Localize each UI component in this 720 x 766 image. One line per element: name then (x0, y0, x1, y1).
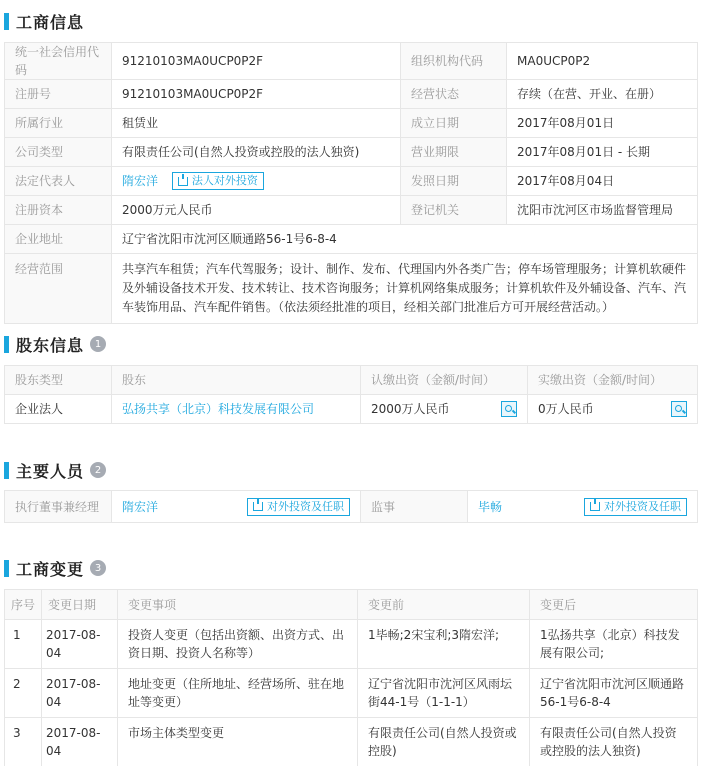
table-row (5, 254, 698, 324)
table-row (5, 167, 698, 196)
label-company-type: 公司类型 (5, 138, 112, 167)
label-legal-rep: 法定代表人 (5, 167, 112, 196)
value-industry: 租赁业 (112, 109, 401, 138)
change-before: 有限责任公司(自然人投资或控股) (358, 718, 530, 766)
label-status: 经营状态 (401, 80, 507, 109)
table-header-row (5, 590, 698, 620)
value-legal-rep (112, 167, 401, 196)
section-accent-bar (4, 560, 9, 577)
change-item: 地址变更（住所地址、经营场所、驻在地址等变更） (118, 669, 358, 718)
subscribed-amount: 2000万人民币 (371, 402, 450, 416)
paid-amount: 0万人民币 (538, 402, 594, 416)
shareholders-heading (4, 333, 106, 355)
change-no: 1 (5, 620, 42, 669)
value-founded: 2017年08月01日 (507, 109, 698, 138)
shareholder-type: 企业法人 (5, 395, 112, 424)
shareholder-name-cell (112, 395, 361, 424)
table-row (5, 196, 698, 225)
table-row (5, 80, 698, 109)
label-credit-code: 统一社会信用代码 (5, 43, 112, 80)
header-type: 股东类型 (5, 366, 112, 395)
key-personnel-heading (4, 459, 106, 481)
label-reg-no: 注册号 (5, 80, 112, 109)
business-info-table (4, 42, 698, 324)
table-row (5, 43, 698, 80)
download-tray-icon (590, 502, 600, 511)
change-no: 2 (5, 669, 42, 718)
header-subscribed: 认缴出资（金额/时间） (361, 366, 528, 395)
change-date: 2017-08-04 (42, 620, 118, 669)
section-title: 工商信息 (16, 12, 85, 32)
table-row (5, 138, 698, 167)
table-row (5, 718, 698, 766)
change-after: 辽宁省沈阳市沈河区顺通路56-1号6-8-4 (530, 669, 698, 718)
label-scope: 经营范围 (5, 254, 112, 324)
value-capital: 2000万元人民币 (112, 196, 401, 225)
table-header-row (5, 366, 698, 395)
table-row (5, 669, 698, 718)
change-date: 2017-08-04 (42, 669, 118, 718)
value-term: 2017年08月01日 - 长期 (507, 138, 698, 167)
table-row (5, 225, 698, 254)
button-label: 法人对外投资 (191, 174, 258, 188)
change-before: 辽宁省沈阳市沈河区风雨坛街44-1号（1-1-1） (358, 669, 530, 718)
value-scope: 共享汽车租赁；汽车代驾服务；设计、制作、发布、代理国内外各类广告；停车场管理服务；计算机软硬件及外辅设备技术开发、技术转让、技术咨询服务；计算机网络集成服务；计算机软件及外辅设备、汽车、汽车装饰用品、汽车配件销售。（依法须经批准的项目，经相关部门批准后方可开展经营活动。） (112, 254, 698, 324)
search-icon (505, 405, 512, 412)
label-founded: 成立日期 (401, 109, 507, 138)
table-row (5, 620, 698, 669)
value-status: 存续（在营、开业、在册） (507, 80, 698, 109)
header-no: 序号 (5, 590, 42, 620)
shareholders-table (4, 365, 698, 424)
search-icon (675, 405, 682, 412)
change-after: 有限责任公司(自然人投资或控股的法人独资) (530, 718, 698, 766)
header-item: 变更事项 (118, 590, 358, 620)
subscribed-detail-button[interactable] (501, 401, 517, 417)
shareholder-name-link[interactable]: 弘扬共享（北京）科技发展有限公司 (122, 402, 315, 416)
person-name-link[interactable]: 毕畅 (478, 499, 503, 514)
value-company-type: 有限责任公司(自然人投资或控股的法人独资) (112, 138, 401, 167)
change-no: 3 (5, 718, 42, 766)
download-tray-icon (253, 502, 263, 511)
change-before: 1毕畅;2宋宝利;3隋宏洋; (358, 620, 530, 669)
table-row (5, 395, 698, 424)
value-authority: 沈阳市沈河区市场监督管理局 (507, 196, 698, 225)
change-item: 市场主体类型变更 (118, 718, 358, 766)
section-accent-bar (4, 336, 9, 353)
count-badge: 3 (90, 560, 106, 576)
business-info-heading (4, 10, 84, 32)
investment-positions-button[interactable] (247, 498, 350, 516)
header-paid: 实缴出资（金额/时间） (528, 366, 698, 395)
value-address: 辽宁省沈阳市沈河区顺通路56-1号6-8-4 (112, 225, 698, 254)
subscribed-cell (361, 395, 528, 424)
count-badge: 1 (90, 336, 106, 352)
legal-rep-link[interactable]: 隋宏洋 (122, 173, 159, 188)
label-issue-date: 发照日期 (401, 167, 507, 196)
paid-detail-button[interactable] (671, 401, 687, 417)
value-org-code: MA0UCP0P2 (507, 43, 698, 80)
person-name-link[interactable]: 隋宏洋 (122, 499, 159, 514)
section-title: 主要人员 (16, 461, 85, 481)
legal-rep-investment-button[interactable] (172, 172, 264, 190)
person-cell (112, 491, 361, 523)
label-address: 企业地址 (5, 225, 112, 254)
person-cell (468, 491, 698, 523)
value-credit-code: 91210103MA0UCP0P2F (112, 43, 401, 80)
label-org-code: 组织机构代码 (401, 43, 507, 80)
section-accent-bar (4, 13, 9, 30)
label-term: 营业期限 (401, 138, 507, 167)
table-row (5, 491, 698, 523)
change-date: 2017-08-04 (42, 718, 118, 766)
label-industry: 所属行业 (5, 109, 112, 138)
section-title: 工商变更 (16, 559, 85, 579)
value-reg-no: 91210103MA0UCP0P2F (112, 80, 401, 109)
label-capital: 注册资本 (5, 196, 112, 225)
role-label: 执行董事兼经理 (5, 491, 112, 523)
section-accent-bar (4, 462, 9, 479)
change-item: 投资人变更（包括出资额、出资方式、出资日期、投资人名称等） (118, 620, 358, 669)
section-title: 股东信息 (16, 335, 85, 355)
change-after: 1弘扬共享（北京）科技发展有限公司; (530, 620, 698, 669)
header-before: 变更前 (358, 590, 530, 620)
role-label: 监事 (361, 491, 468, 523)
header-date: 变更日期 (42, 590, 118, 620)
changes-heading (4, 557, 106, 579)
count-badge: 2 (90, 462, 106, 478)
value-issue-date: 2017年08月04日 (507, 167, 698, 196)
header-after: 变更后 (530, 590, 698, 620)
paid-cell (528, 395, 698, 424)
changes-table (4, 589, 698, 766)
table-row (5, 109, 698, 138)
button-label: 对外投资及任职 (267, 499, 344, 513)
label-authority: 登记机关 (401, 196, 507, 225)
download-tray-icon (178, 177, 188, 186)
header-shareholder: 股东 (112, 366, 361, 395)
investment-positions-button[interactable] (584, 498, 687, 516)
key-personnel-table (4, 490, 698, 523)
button-label: 对外投资及任职 (604, 499, 681, 513)
